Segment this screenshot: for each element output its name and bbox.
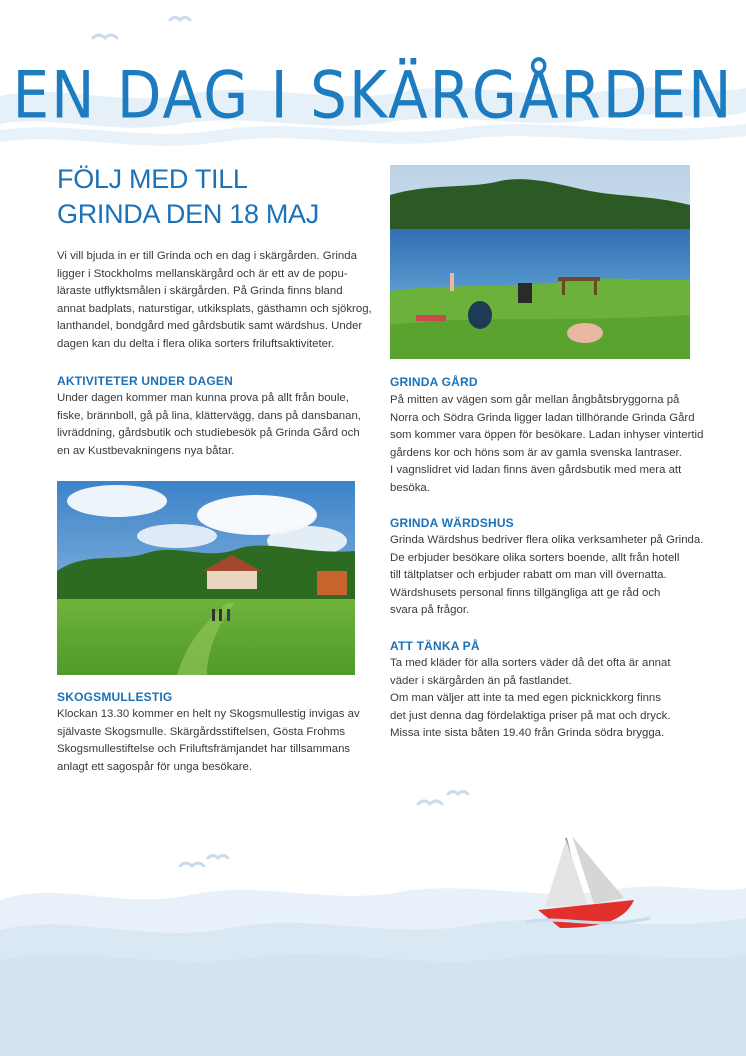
text-line: som kommer vara öppen för besökare. Ladan inhyser vintertid [390, 429, 704, 442]
text-line: Missa inte sista båten 19.40 från Grinda södra brygga. [390, 727, 665, 740]
text-line: dagen kan du delta i flera olika sorters friluftsaktiviteter. [57, 337, 335, 350]
page-title: EN DAG I SKÄRGÅRDEN [12, 56, 734, 134]
text-line: en av Kustbevakningens nya båtar. [57, 444, 235, 457]
section-heading-gard: GRINDA GÅRD [390, 375, 478, 389]
text-line: Klockan 13.30 kommer en helt ny Skogsmullestig invigas av [57, 708, 360, 720]
text-line: annat badplats, naturstigar, utkiksplats, gästhamn och sjökrog, [57, 302, 372, 315]
text-line: Under dagen kommer man kunna prova på allt från boule, [57, 392, 349, 404]
text-line: besöka. [390, 481, 430, 494]
section-heading-aktiviteter: AKTIVITETER UNDER DAGEN [57, 374, 233, 388]
text-line: Wärdshusets personal finns tillgängliga att ge råd och [390, 586, 661, 599]
text-line: ligger i Stockholms mellanskärgård och är ett av de popu- [57, 267, 348, 280]
lake-photo [390, 165, 690, 359]
text-line: livräddning, gårdsbutik och studiebesök på Grinda Gård och [57, 427, 360, 440]
section-heading-skogsmulle: SKOGSMULLESTIG [57, 690, 173, 704]
meadow-photo [57, 481, 355, 675]
text-line: väder i skärgården än på fastlandet. [390, 674, 572, 687]
section-body-skogsmulle [57, 706, 360, 776]
text-line: svara på frågor. [390, 604, 470, 617]
text-line: anlagt ett sagospår för unga besökare. [57, 760, 253, 773]
text-line: till tältplatser och erbjuder rabatt om man vill övernatta. [390, 569, 667, 582]
subtitle-line: FÖLJ MED TILL [57, 164, 248, 194]
subtitle-line: GRINDA DEN 18 MAJ [57, 199, 319, 229]
text-line: Om man väljer att inte ta med egen picknickkorg finns [390, 692, 661, 705]
page-subtitle [57, 162, 357, 232]
text-line: Norra och Södra Grinda ligger ladan tillhörande Grinda Gård [390, 411, 695, 424]
text-line: Grinda Wärdshus bedriver flera olika verksamheter på Grinda. [390, 534, 704, 546]
section-body-aktiviteter [57, 390, 361, 460]
section-body-gard [390, 392, 703, 498]
text-line: Skogsmullestiftelse och Friluftsfrämjandet har tillsammans [57, 743, 351, 756]
text-line: Vi vill bjuda in er till Grinda och en dag i skärgården. Grinda [57, 250, 357, 262]
section-body-tanka [390, 655, 671, 743]
text-line: det just denna dag fördelaktiga priser på mat och dryck. [390, 709, 671, 722]
bottom-wave-dark [0, 954, 746, 1056]
text-line: I vagnslidret vid ladan finns även gårdsbutik med mera att [390, 464, 682, 477]
text-line: lanthandel, bondgård med gårdsbutik samt wärdshus. Under [57, 320, 363, 333]
section-body-wardshus [390, 532, 703, 620]
text-line: De erbjuder besökare olika sorters boende, allt från hotell [390, 551, 680, 564]
text-line: Ta med kläder för alla sorters väder då det ofta är annat [390, 657, 671, 669]
intro-paragraph [57, 248, 372, 354]
section-heading-wardshus: GRINDA WÄRDSHUS [390, 516, 514, 530]
text-line: fiske, brännboll, gå på lina, klättervägg, dans på dansbanan, [57, 409, 361, 422]
text-line: På mitten av vägen som går mellan ångbåtsbryggorna på [390, 394, 680, 406]
text-line: självaste Skogsmulle. Skärgårdsstiftelsen, Gösta Frohms [57, 725, 346, 738]
text-line: gårdens kor och höns som är av gamla svenska lantraser. [390, 446, 682, 459]
text-line: läraste utflyktsmålen i skärgården. På Grinda finns bland [57, 285, 343, 298]
section-heading-tanka: ATT TÄNKA PÅ [390, 639, 480, 653]
